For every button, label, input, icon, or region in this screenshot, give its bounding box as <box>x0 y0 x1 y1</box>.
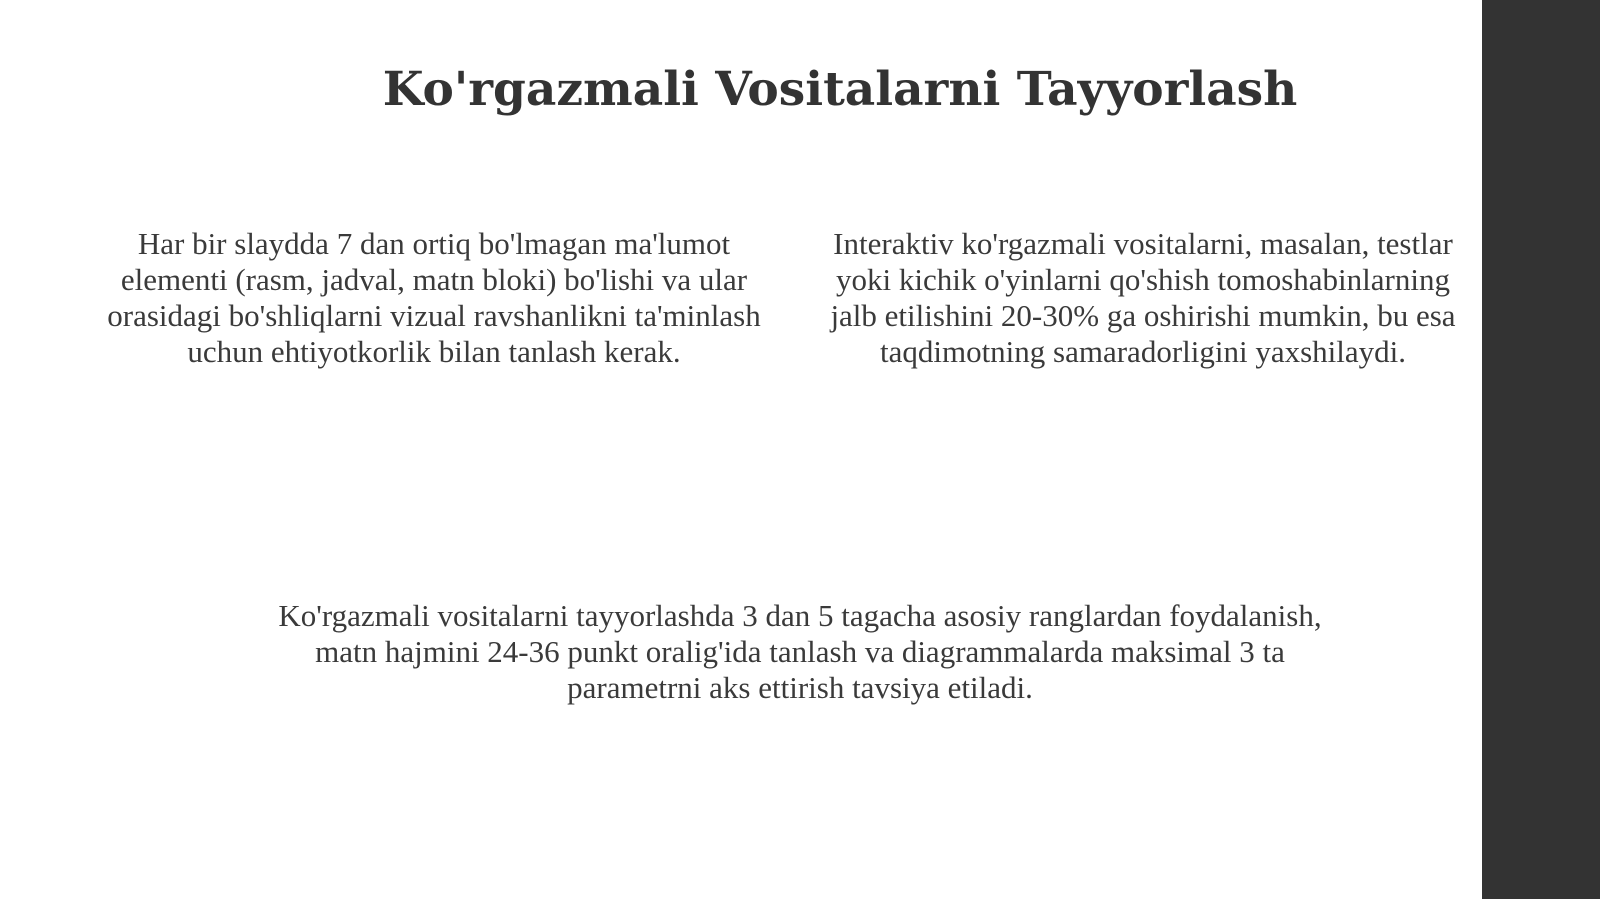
decorative-side-bar <box>1482 0 1600 899</box>
right-text-block: Interaktiv ko'rgazmali vositalarni, masalan, testlar yoki kichik o'yinlarni qo'shish tomoshabinlarning jalb etilishini 20-30% ga oshirishi mumkin, bu esa taqdimotning samaradorligini yaxshilaydi. <box>830 226 1456 369</box>
slide-title: Ko'rgazmali Vositalarni Tayyorlash <box>382 62 1298 117</box>
left-text-block: Har bir slaydda 7 dan ortiq bo'lmagan ma'lumot elementi (rasm, jadval, matn bloki) bo'lishi va ular orasidagi bo'shliqlarni vizual ravshanlikni ta'minlash uchun ehtiyotkorlik bilan tanlash kerak. <box>107 226 761 369</box>
bottom-text-block: Ko'rgazmali vositalarni tayyorlashda 3 dan 5 tagacha asosiy ranglardan foydalanish, matn hajmini 24-36 punkt oralig'ida tanlash va diagrammalarda maksimal 3 ta parametrni aks ettirish tavsiya etiladi. <box>278 598 1322 705</box>
